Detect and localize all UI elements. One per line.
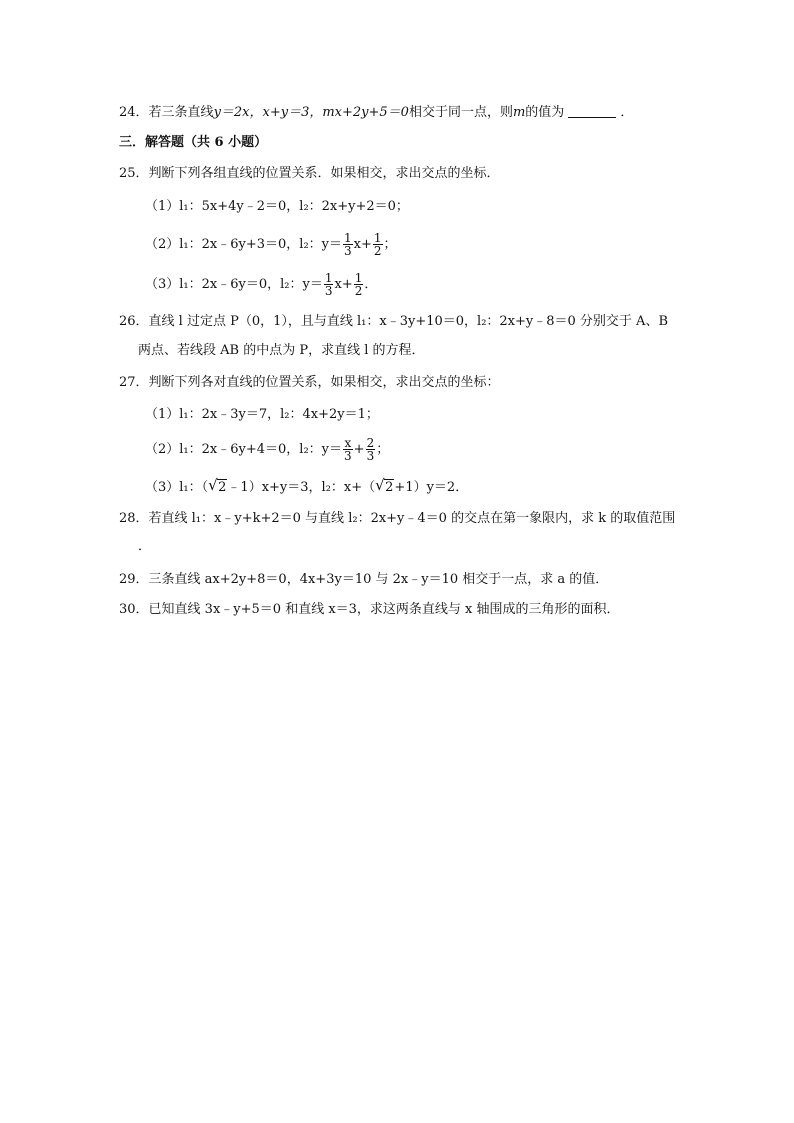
question-25-part-3 — [145, 270, 377, 300]
question-26 — [119, 313, 668, 331]
question-number: 28． — [119, 511, 149, 526]
question-30 — [119, 601, 620, 619]
fraction — [373, 232, 383, 257]
period: ． — [620, 105, 634, 120]
part-text: ． — [364, 277, 378, 292]
part-text: x+ — [334, 277, 353, 292]
denominator: 2 — [354, 284, 363, 298]
fraction — [343, 232, 353, 257]
radical-sign-icon: √ — [208, 476, 218, 494]
radical-sign-icon: √ — [375, 476, 385, 494]
question-number: 27． — [119, 375, 149, 390]
part-text: （2）l₁：2x﹣6y+3＝0，l₂：y＝ — [145, 237, 343, 252]
radicand: 2 — [218, 480, 227, 495]
question-26-line-2: 两点、若线段 AB 的中点为 P，求直线 l 的方程． — [138, 343, 425, 358]
denominator: 3 — [344, 244, 352, 258]
numerator: 1 — [373, 231, 382, 245]
part-text: + — [353, 442, 365, 457]
fraction — [366, 437, 376, 462]
denominator: 3 — [324, 284, 333, 298]
question-number: 30． — [119, 602, 149, 617]
question-text: 的值为 — [525, 105, 565, 120]
question-28-line-2: ． — [138, 539, 152, 554]
denominator: 3 — [344, 449, 352, 463]
part-text: （3）l₁：（ — [145, 480, 209, 495]
question-text: 若直线 l₁：x﹣y+k+2＝0 与直线 l₂：2x+y﹣4＝0 的交点在第一象限内，求 k 的取值范围 — [148, 511, 676, 526]
answer-blank[interactable] — [568, 117, 616, 118]
radicand: 2 — [385, 480, 394, 495]
question-27-part-2 — [145, 435, 389, 465]
question-number: 25． — [119, 166, 149, 181]
part-text: +1）y＝2． — [394, 480, 469, 495]
numerator: 1 — [344, 231, 352, 245]
fraction — [343, 437, 353, 462]
question-number: 29． — [119, 572, 149, 587]
question-text: 直线 l 过定点 P（0，1），且与直线 l₁：x﹣3y+10＝0，l₂：2x+y﹣8＝0 分别交于 A、B — [148, 314, 669, 329]
question-29 — [119, 571, 608, 589]
fraction — [354, 272, 364, 297]
equations: y＝2x，x+y＝3，mx+2y+5＝0 — [213, 105, 409, 120]
question-25-part-2 — [145, 230, 397, 260]
numerator: x — [344, 436, 352, 450]
variable-m: m — [512, 105, 526, 120]
question-27-part-3 — [145, 476, 469, 497]
question-28 — [119, 510, 675, 528]
section-heading: 三．解答题（共 6 小题） — [119, 135, 268, 150]
part-text: ； — [376, 442, 390, 457]
numerator: 2 — [366, 436, 375, 450]
question-text: 已知直线 3x﹣y+5＝0 和直线 x＝3，求这两条直线与 x 轴围成的三角形的面积． — [148, 602, 620, 617]
square-root — [375, 476, 394, 497]
question-27-part-1: （1）l₁：2x﹣3y＝7，l₂：4x+2y＝1； — [145, 407, 379, 422]
question-text: 若三条直线 — [148, 105, 214, 120]
part-text: （2）l₁：2x﹣6y+4＝0，l₂：y＝ — [145, 442, 343, 457]
square-root — [208, 476, 227, 497]
question-number: 24． — [119, 105, 149, 120]
question-text: 三条直线 ax+2y+8＝0，4x+3y＝10 与 2x﹣y＝10 相交于一点，求 a 的值． — [148, 572, 609, 587]
question-24 — [119, 104, 633, 122]
numerator: 1 — [354, 271, 363, 285]
question-text: 判断下列各组直线的位置关系．如果相交，求出交点的坐标． — [148, 166, 500, 181]
question-number: 26． — [119, 314, 149, 329]
question-text: 判断下列各对直线的位置关系，如果相交，求出交点的坐标： — [148, 375, 500, 390]
numerator: 1 — [324, 271, 333, 285]
question-25 — [119, 165, 500, 183]
question-27 — [119, 374, 500, 392]
fraction — [324, 272, 334, 297]
part-text: ﹣1）x+y＝3，l₂：x+（ — [227, 480, 376, 495]
denominator: 3 — [366, 449, 375, 463]
denominator: 2 — [373, 244, 382, 258]
part-text: （3）l₁：2x﹣6y＝0，l₂：y＝ — [145, 277, 323, 292]
part-text: x+ — [353, 237, 372, 252]
question-text: 相交于同一点，则 — [408, 105, 513, 120]
part-text: ； — [383, 237, 397, 252]
question-25-part-1: （1）l₁：5x+4y﹣2＝0，l₂：2x+y+2＝0； — [145, 199, 409, 214]
